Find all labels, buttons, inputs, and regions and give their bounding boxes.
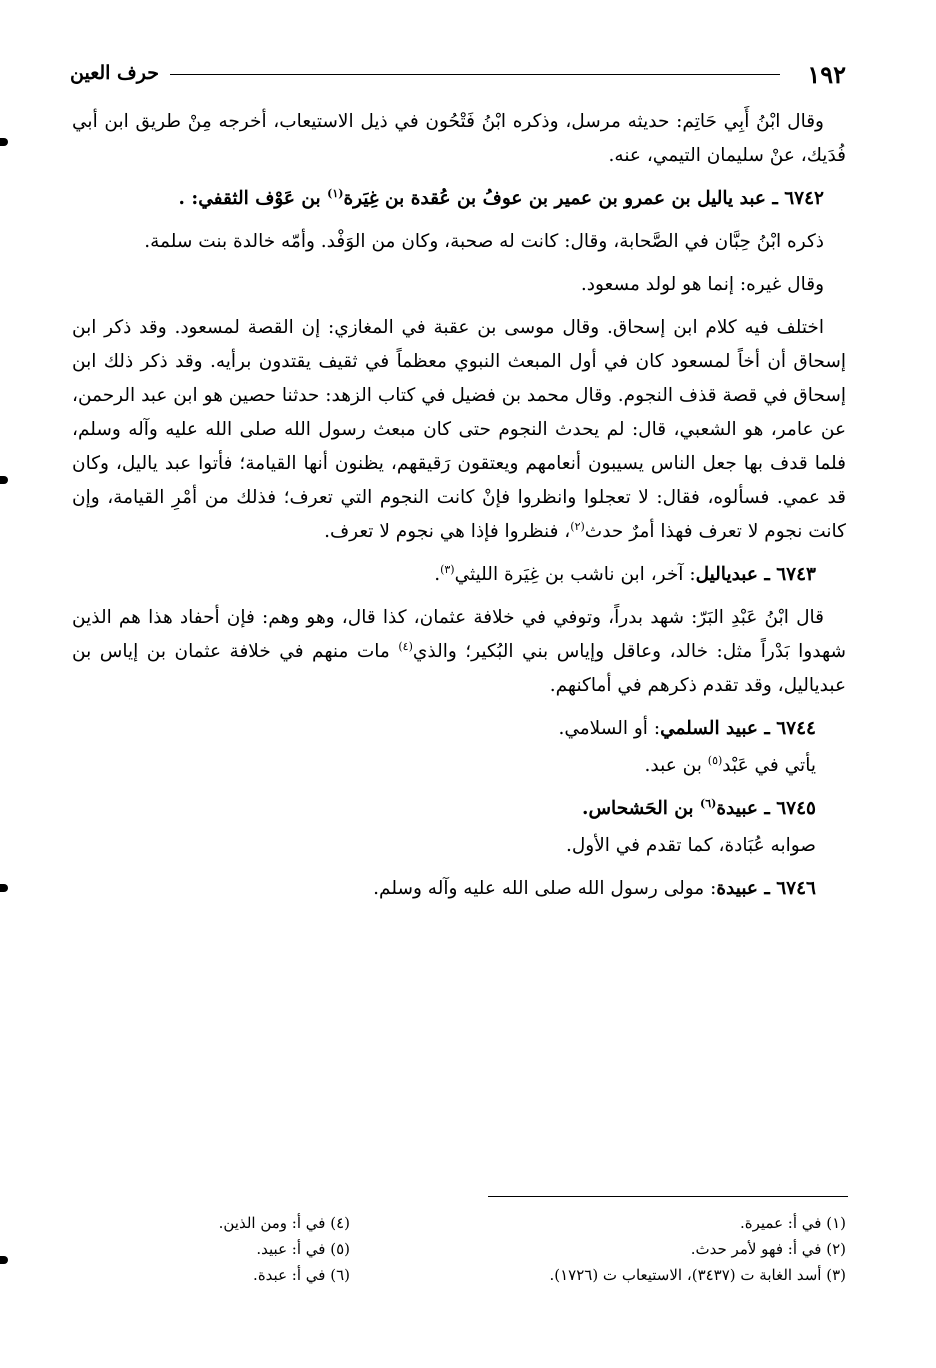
- scan-edge-mark: [0, 138, 8, 146]
- entry-number: ٦٧٤٦: [776, 878, 816, 899]
- entry-6742: ٦٧٤٢ ـ عبد ياليل بن عمرو بن عمير بن عوفُ بن عُقدة بن غِيَرة$^{(١)}$ بن عَوْف الثقفي: .: [178, 186, 824, 209]
- entry-number: ٦٧٤٤: [776, 718, 816, 739]
- footnote-5: (٥) في أ: عبيد.: [256, 1240, 350, 1258]
- scan-edge-mark: [0, 884, 8, 892]
- footnotes-right-column: [426, 1210, 846, 1288]
- scan-edge-mark: [0, 476, 8, 484]
- body-text: [72, 105, 846, 915]
- footnote-2: (٢) في أ: فهو لأمر حدث.: [690, 1240, 846, 1258]
- footnote-ref[interactable]: (٢): [570, 519, 585, 533]
- entry-name: عبد ياليل بن عمرو بن عمير بن عوفُ بن عُقدة بن غِيَرة: [343, 188, 766, 209]
- running-title: حرف العين: [70, 62, 159, 84]
- footnote-ref[interactable]: (٣): [440, 562, 455, 576]
- entry-6743: ٦٧٤٣ ـ عبدياليل: آخر، ابن ناشب بن غِيَرة الليثي$^{(٣)}$.: [434, 562, 816, 585]
- paragraph: وقال غيره: إنما هو لولد مسعود.: [580, 274, 824, 295]
- footnote-4: (٤) في أ: ومن الذين.: [218, 1214, 350, 1232]
- entry-name: عبيدة: [716, 878, 758, 899]
- paragraph: صوابه عُبَادة، كما تقدم في الأول.: [565, 835, 816, 856]
- footnote-rule: [488, 1196, 848, 1197]
- footnotes-left-column: [100, 1210, 350, 1288]
- footnote-ref[interactable]: (١): [327, 186, 344, 200]
- header-rule: [170, 74, 780, 75]
- entry-name: عبيد السلمي: [660, 718, 758, 739]
- entry-number: ٦٧٤٢: [784, 188, 824, 209]
- footnote-3: (٣) أسد الغابة ت (٣٤٣٧)، الاستيعاب ت (١٧٢٦).: [549, 1266, 846, 1284]
- scan-edge-mark: [0, 1256, 8, 1264]
- entry-6746: ٦٧٤٦ ـ عبيدة: مولى رسول الله صلى الله عليه وآله وسلم.: [373, 878, 816, 899]
- paragraph: يأتي في عَبْد$^{(٥)}$ بن عبد.: [644, 753, 816, 776]
- entry-name: عبيدة: [716, 798, 758, 819]
- paragraph: وقال ابْنُ أَبِي حَاتِم: حديثه مرسل، وذكره ابْنُ فَتْحُون في ذيل الاستيعاب، أخرجه مِنْ طريق ابن أبي فُدَيك، عنْ سليمان التيمي، عنه.: [72, 111, 846, 166]
- footnote-6: (٦) في أ: عبدة.: [253, 1266, 350, 1284]
- footnote-ref[interactable]: (٤): [398, 639, 413, 653]
- paragraph: اختلف فيه كلام ابن إسحاق. وقال موسى بن عقبة في المغازي: إن القصة لمسعود. وقد ذكر ابن إسحاق أن أخاً لمسعود كان في أول المبعث النبوي معظماً في ثقيف يقتدون برأيه. وقد ذكر ذلك ابن إسحاق في قصة قذف النجوم. وقال محمد بن فضيل في كتاب الزهد: حدثنا حصين هو ابن عبد الرحمن، عن عامر، هو الشعبي، قال: لم يحدث النجوم حتى كان مبعث رسول الله صلى الله عليه وآله وسلم، فلما قدف بها جعل الناس يسيبون أنعامهم ويعتقون رَقيقهم، يظنون أنها القيامة؛ فأتوا عبد ياليل، وكان قد عمي. فسألوه، فقال: لا تعجلوا وانظروا فإنْ كانت النجوم التي تعرف؛ فذلك من أمْرِ القيامة، وإن كانت نجوم لا تعرف فهذا أمرٌ حدث$^{(٢)}$، فنظروا فإذا هي نجوم لا تعرف.: [72, 317, 846, 542]
- footnote-1: (١) في أ: عميرة.: [739, 1214, 846, 1232]
- paragraph: قال ابْنُ عَبْدِ البَرّ: شهد بدراً، وتوفي في خلافة عثمان، كذا قال، وهو وهم: فإن أحفاد هذا هم الذين شهدوا بَدْراً مثل: خالد، وعاقل وإياس بني البُكير؛ والذي$^{(٤)}$ مات منهم في خلافة عثمان بن إياس بن عبدياليل، وقد تقدم ذكرهم في أماكنهم.: [72, 607, 846, 696]
- paragraph: ذكره ابْنُ حِبَّان في الصَّحابة، وقال: كانت له صحبة، وكان من الوَفْد. وأمّه خالدة بنت سلمة.: [144, 231, 824, 252]
- entry-number: ٦٧٤٥: [776, 798, 816, 819]
- page-header: [70, 60, 846, 94]
- footnote-ref[interactable]: (٥): [707, 753, 723, 767]
- page-number: ١٩٢: [807, 60, 846, 89]
- entry-name: عبدياليل: [695, 564, 758, 585]
- footnote-ref[interactable]: (٦): [699, 796, 717, 810]
- entry-number: ٦٧٤٣: [776, 564, 816, 585]
- entry-6745: ٦٧٤٥ ـ عبيدة$^{(٦)}$ بن الحَشحاس.: [582, 796, 816, 819]
- entry-6744: ٦٧٤٤ ـ عبيد السلمي: أو السلامي.: [558, 718, 816, 739]
